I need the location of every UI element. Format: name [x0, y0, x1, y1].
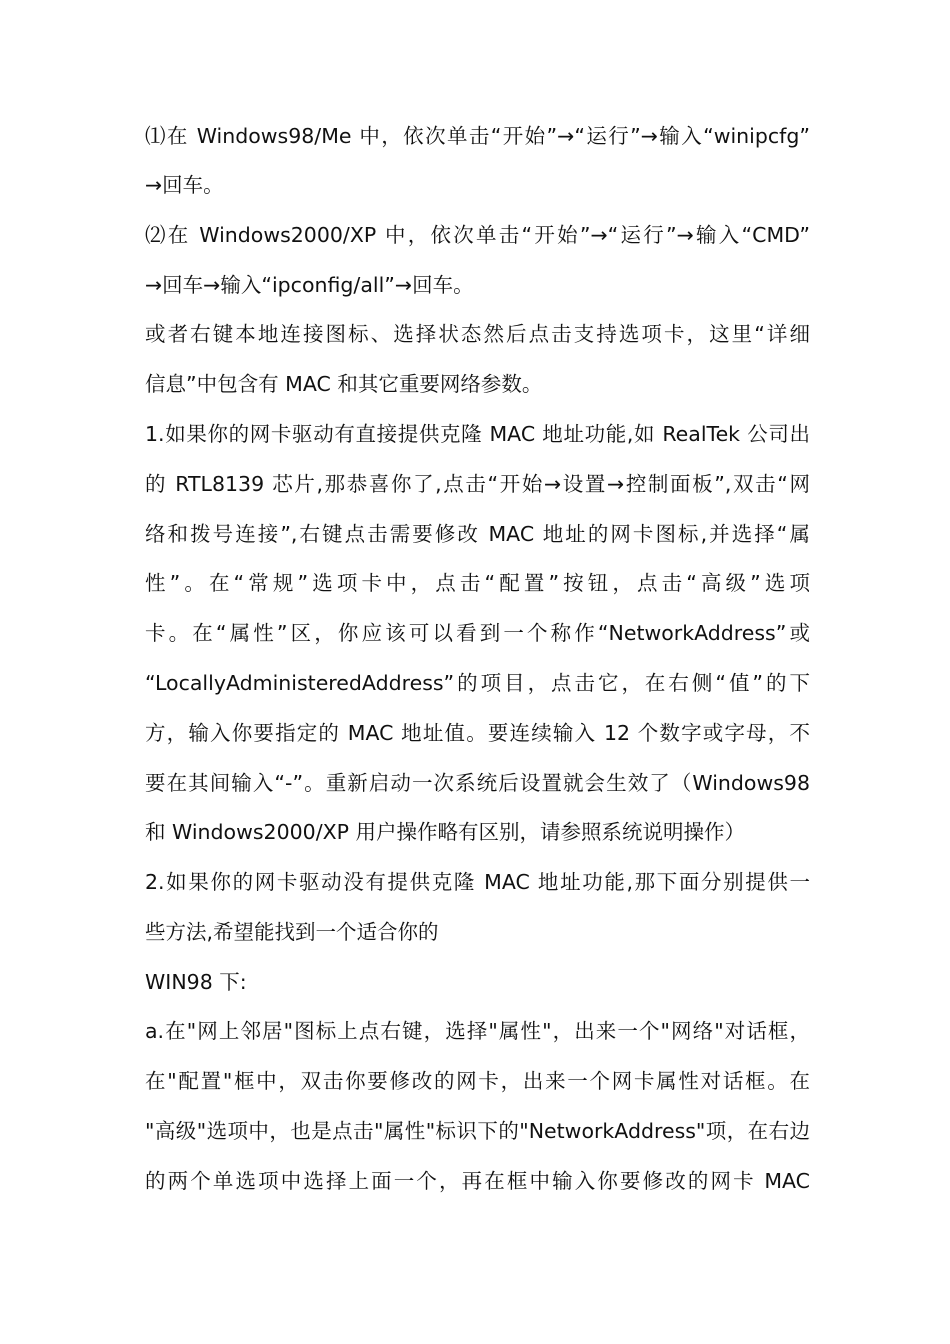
- text-line: 和 Windows2000/XP 用户操作略有区别，请参照系统说明操作）: [145, 820, 746, 844]
- text-line: →回车→输入“ipconfig/all”→回车。: [145, 273, 474, 297]
- text-line: ⑴在 Windows98/Me 中，依次单击“开始”→“运行”→输入“winipcfg”: [145, 124, 810, 148]
- text-line: 卡。在“属性”区，你应该可以看到一个称作“NetworkAddress”或: [145, 621, 810, 645]
- text-line: 方，输入你要指定的 MAC 地址值。要连续输入 12 个数字或字母，不: [145, 721, 810, 745]
- text-line: 2.如果你的网卡驱动没有提供克隆 MAC 地址功能,那下面分别提供一: [145, 870, 810, 894]
- text-line: 或者右键本地连接图标、选择状态然后点击支持选项卡，这里“详细: [145, 322, 810, 346]
- text-line: a.在"网上邻居"图标上点右键，选择"属性"，出来一个"网络"对话框，: [145, 1019, 810, 1043]
- text-line: 的 RTL8139 芯片,那恭喜你了,点击“开始→设置→控制面板”,双击“网: [145, 472, 810, 496]
- text-line: →回车。: [145, 173, 224, 197]
- text-line: 的两个单选项中选择上面一个，再在框中输入你要修改的网卡 MAC: [145, 1169, 810, 1193]
- text-line: WIN98 下:: [145, 970, 247, 994]
- text-line: 性”。在“常规”选项卡中，点击“配置”按钮，点击“高级”选项: [145, 571, 810, 595]
- text-line: 在"配置"框中，双击你要修改的网卡，出来一个网卡属性对话框。在: [145, 1069, 810, 1093]
- text-line: 要在其间输入“-”。重新启动一次系统后设置就会生效了（Windows98: [145, 771, 810, 795]
- text-line: “LocallyAdministeredAddress”的项目，点击它，在右侧“值”的下: [145, 671, 810, 695]
- text-line: "高级"选项中，也是点击"属性"标识下的"NetworkAddress"项，在右边: [145, 1119, 810, 1143]
- text-line: 些方法,希望能找到一个适合你的: [145, 920, 439, 944]
- text-line: 络和拨号连接”,右键点击需要修改 MAC 地址的网卡图标,并选择“属: [145, 522, 810, 546]
- text-line: ⑵在 Windows2000/XP 中，依次单击“开始”→“运行”→输入“CMD”: [145, 223, 810, 247]
- text-line: 1.如果你的网卡驱动有直接提供克隆 MAC 地址功能,如 RealTek 公司出: [145, 422, 810, 446]
- text-line: 信息”中包含有 MAC 和其它重要网络参数。: [145, 372, 543, 396]
